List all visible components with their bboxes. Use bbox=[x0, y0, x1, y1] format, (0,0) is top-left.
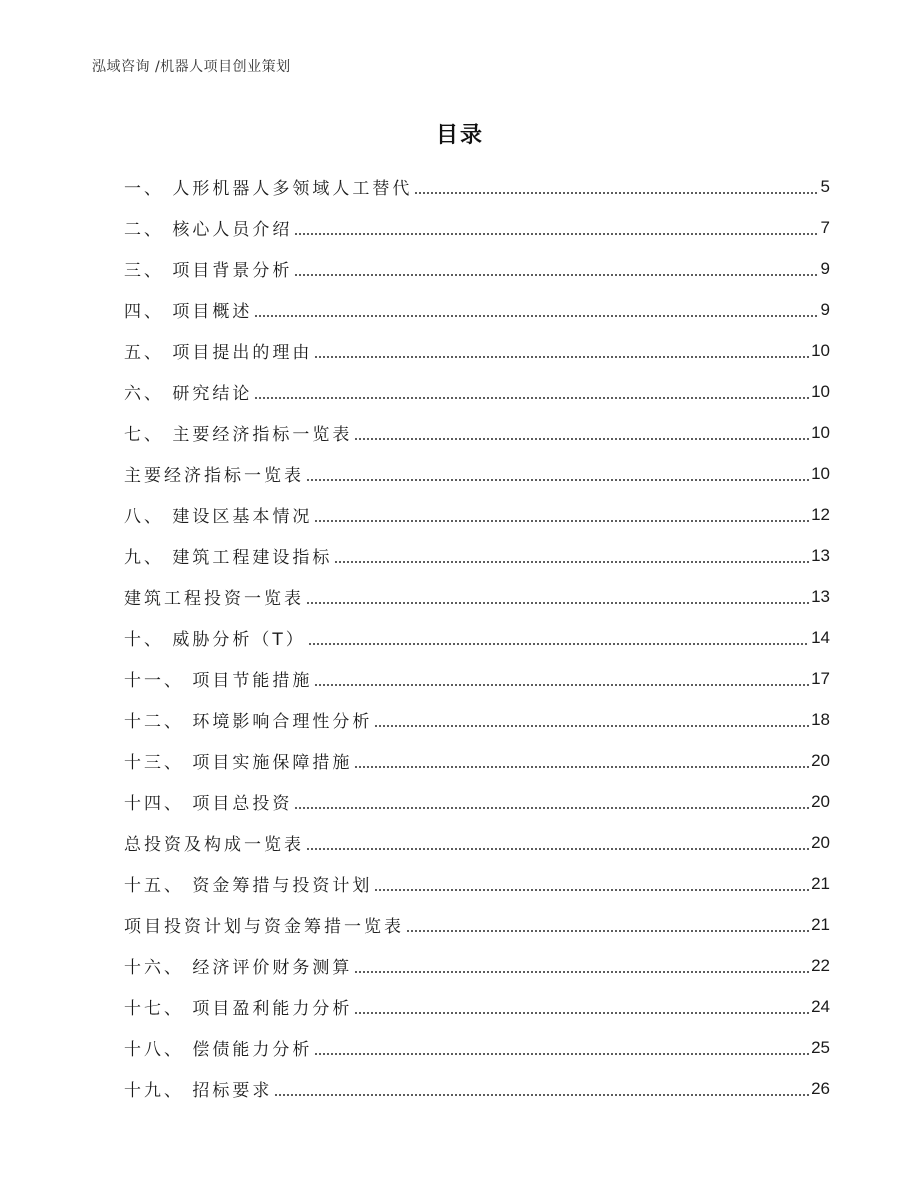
toc-entry-title: 研究结论 bbox=[172, 384, 253, 404]
toc-entry-number: 三、 bbox=[124, 261, 173, 281]
toc-entry[interactable] bbox=[124, 453, 830, 494]
toc-entry[interactable] bbox=[124, 289, 830, 330]
toc-entry-number: 五、 bbox=[124, 343, 173, 363]
toc-entry[interactable] bbox=[124, 617, 830, 658]
toc-entry-title: 环境影响合理性分析 bbox=[192, 712, 373, 732]
toc-entry[interactable] bbox=[124, 658, 830, 699]
toc-entry-title: 项目节能措施 bbox=[192, 671, 313, 691]
toc-entry-page: 5 bbox=[820, 176, 830, 196]
toc-entry-number: 一、 bbox=[124, 179, 173, 199]
toc-dot-leader bbox=[406, 930, 809, 932]
toc-entry-page: 17 bbox=[811, 668, 830, 688]
toc-entry-page: 13 bbox=[811, 545, 830, 565]
toc-entry-page: 9 bbox=[820, 258, 830, 278]
toc-dot-leader bbox=[334, 561, 809, 563]
toc-dot-leader bbox=[306, 848, 809, 850]
toc-entry[interactable] bbox=[124, 494, 830, 535]
toc-entry-page: 9 bbox=[820, 299, 830, 319]
toc-entry-number: 十四、 bbox=[124, 794, 193, 814]
toc-entry-page: 13 bbox=[811, 586, 830, 606]
toc-entry-number: 四、 bbox=[124, 302, 173, 322]
toc-entry-number: 六、 bbox=[124, 384, 173, 404]
toc-entry-page: 20 bbox=[811, 832, 830, 852]
toc-entry-number: 十一、 bbox=[124, 671, 193, 691]
toc-entry-title: 威胁分析（T） bbox=[172, 630, 306, 650]
toc-entry-number: 十二、 bbox=[124, 712, 193, 732]
toc-entry-title: 项目投资计划与资金筹措一览表 bbox=[124, 917, 404, 937]
toc-entry-page: 26 bbox=[811, 1078, 830, 1098]
toc-dot-leader bbox=[294, 233, 818, 235]
toc-dot-leader bbox=[314, 684, 809, 686]
toc-entry[interactable] bbox=[124, 945, 830, 986]
toc-entry-page: 10 bbox=[811, 340, 830, 360]
toc-entry-number: 十五、 bbox=[124, 876, 193, 896]
toc-entry-page: 25 bbox=[811, 1037, 830, 1057]
toc-entry-title: 建设区基本情况 bbox=[172, 507, 313, 527]
toc-dot-leader bbox=[354, 438, 809, 440]
toc-entry-title: 招标要求 bbox=[192, 1081, 273, 1101]
toc-entry-title: 偿债能力分析 bbox=[192, 1040, 313, 1060]
toc-dot-leader bbox=[254, 397, 809, 399]
toc-entry-number: 九、 bbox=[124, 548, 173, 568]
toc-entry-title: 项目实施保障措施 bbox=[192, 753, 353, 773]
toc-entry-page: 18 bbox=[811, 709, 830, 729]
toc-dot-leader bbox=[254, 315, 818, 317]
toc-dot-leader bbox=[374, 889, 809, 891]
toc-dot-leader bbox=[308, 643, 809, 645]
toc-entry-title: 建筑工程建设指标 bbox=[172, 548, 333, 568]
toc-entry-number: 十三、 bbox=[124, 753, 193, 773]
toc-entry-title: 建筑工程投资一览表 bbox=[124, 589, 304, 609]
toc-dot-leader bbox=[294, 807, 809, 809]
toc-entry-page: 10 bbox=[811, 422, 830, 442]
toc-entry-page: 7 bbox=[820, 217, 830, 237]
toc-entry[interactable] bbox=[124, 781, 830, 822]
toc-entry-title: 项目盈利能力分析 bbox=[192, 999, 353, 1019]
toc-entry-title: 总投资及构成一览表 bbox=[124, 835, 304, 855]
toc-entry-page: 21 bbox=[811, 914, 830, 934]
toc-dot-leader bbox=[314, 520, 809, 522]
toc-entry-number: 十八、 bbox=[124, 1040, 193, 1060]
toc-dot-leader bbox=[354, 971, 809, 973]
toc-entry[interactable] bbox=[124, 822, 830, 863]
toc-entry-number: 十六、 bbox=[124, 958, 193, 978]
toc-dot-leader bbox=[414, 192, 818, 194]
toc-entry-page: 10 bbox=[811, 381, 830, 401]
toc-entry-number: 十七、 bbox=[124, 999, 193, 1019]
toc-entry-page: 20 bbox=[811, 750, 830, 770]
toc-dot-leader bbox=[354, 1012, 809, 1014]
toc-entry-page: 10 bbox=[811, 463, 830, 483]
toc-entry-title: 主要经济指标一览表 bbox=[172, 425, 353, 445]
toc-dot-leader bbox=[354, 766, 809, 768]
toc-entry-page: 14 bbox=[811, 627, 830, 647]
toc-entry[interactable] bbox=[124, 740, 830, 781]
toc-entry[interactable] bbox=[124, 576, 830, 617]
toc-entry[interactable] bbox=[124, 904, 830, 945]
toc-entry[interactable] bbox=[124, 863, 830, 904]
toc-entry-page: 12 bbox=[811, 504, 830, 524]
toc-entry-title: 主要经济指标一览表 bbox=[124, 466, 304, 486]
page-header: 泓域咨询 /机器人项目创业策划 bbox=[92, 59, 291, 75]
toc-entry-number: 十九、 bbox=[124, 1081, 193, 1101]
toc-entry-number: 七、 bbox=[124, 425, 173, 445]
toc-entry-title: 资金筹措与投资计划 bbox=[192, 876, 373, 896]
toc-entry-number: 十、 bbox=[124, 630, 173, 650]
toc-entry[interactable] bbox=[124, 986, 830, 1027]
toc-entry[interactable] bbox=[124, 535, 830, 576]
toc-entry-title: 人形机器人多领域人工替代 bbox=[172, 179, 413, 199]
toc-dot-leader bbox=[314, 1053, 809, 1055]
toc-entry-title: 核心人员介绍 bbox=[172, 220, 293, 240]
toc-entry[interactable] bbox=[124, 207, 830, 248]
toc-dot-leader bbox=[306, 479, 809, 481]
toc-entry[interactable] bbox=[124, 330, 830, 371]
toc-entry[interactable] bbox=[124, 699, 830, 740]
toc-entry[interactable] bbox=[124, 1027, 830, 1068]
toc-entry-page: 22 bbox=[811, 955, 830, 975]
toc-dot-leader bbox=[294, 274, 818, 276]
toc-entry-title: 项目总投资 bbox=[192, 794, 293, 814]
toc-entry[interactable] bbox=[124, 166, 830, 207]
toc-entry-title: 项目提出的理由 bbox=[172, 343, 313, 363]
toc-dot-leader bbox=[314, 356, 809, 358]
toc-entry-page: 21 bbox=[811, 873, 830, 893]
toc-entry[interactable] bbox=[124, 1068, 830, 1109]
toc-entry-title: 经济评价财务测算 bbox=[192, 958, 353, 978]
toc-entry-number: 二、 bbox=[124, 220, 173, 240]
toc-entry-number: 八、 bbox=[124, 507, 173, 527]
toc-entry-page: 24 bbox=[811, 996, 830, 1016]
toc-dot-leader bbox=[274, 1094, 809, 1096]
page-title: 目录 bbox=[435, 123, 484, 148]
toc-dot-leader bbox=[374, 725, 809, 727]
toc-dot-leader bbox=[306, 602, 809, 604]
toc-entry[interactable] bbox=[124, 412, 830, 453]
toc-entry[interactable] bbox=[124, 248, 830, 289]
toc-entry-page: 20 bbox=[811, 791, 830, 811]
toc-entry-title: 项目概述 bbox=[172, 302, 253, 322]
toc-entry[interactable] bbox=[124, 371, 830, 412]
toc-entry-title: 项目背景分析 bbox=[172, 261, 293, 281]
